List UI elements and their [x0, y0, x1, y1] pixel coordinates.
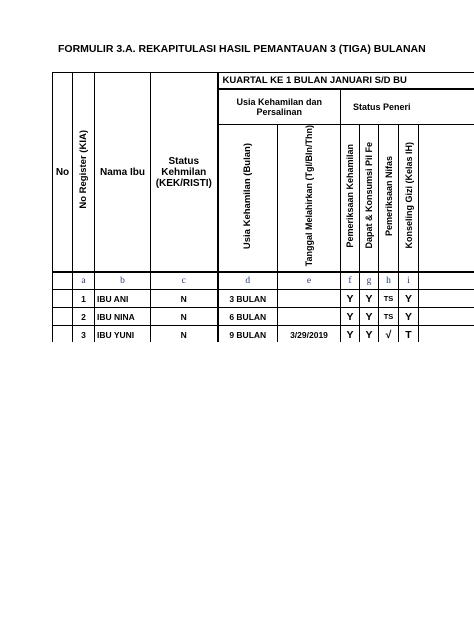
header-tanggal-melahirkan — [278, 125, 341, 273]
cell-nama: IBU YUNI — [95, 326, 151, 342]
cell-pil-fe: Y — [360, 290, 379, 308]
table-row — [53, 290, 474, 308]
header-konseling — [399, 125, 419, 273]
recap-table — [52, 72, 474, 342]
cell-konseling: Y — [399, 290, 419, 308]
cell-status: N — [151, 290, 218, 308]
cell-nifas: √ — [379, 326, 399, 342]
cell-nifas: TS — [379, 308, 399, 326]
letter-cell: b — [95, 272, 151, 290]
header-usia-kehamilan — [218, 125, 278, 273]
document-title: FORMULIR 3.A. REKAPITULASI HASIL PEMANTAUAN 3 (TIGA) BULANAN — [58, 43, 426, 55]
header-register-label: No Register (KIA) — [78, 130, 89, 209]
cell-usia: 9 BULAN — [218, 326, 278, 342]
letter-cell: a — [73, 272, 95, 290]
cell-overflow — [419, 308, 474, 326]
header-register — [73, 73, 95, 273]
header-konseling-label: Konseling Gizi (Kelas IH) — [403, 142, 414, 249]
cell-no — [53, 290, 73, 308]
cell-tanggal — [278, 290, 341, 308]
group-status-penerima: Status Peneri — [341, 89, 474, 125]
cell-register: 3 — [73, 326, 95, 342]
group-usia-kehamilan: Usia Kehamilan dan Persalinan — [218, 89, 341, 125]
header-pemeriksaan-kehamilan — [341, 125, 360, 273]
cell-overflow — [419, 290, 474, 308]
cell-pil-fe: Y — [360, 308, 379, 326]
cell-pil-fe: Y — [360, 326, 379, 342]
cell-usia: 6 BULAN — [218, 308, 278, 326]
letter-cell: f — [341, 272, 360, 290]
header-usia-kehamilan-label: Usia Kehamilan (Bulan) — [242, 142, 254, 249]
cell-nama: IBU ANI — [95, 290, 151, 308]
header-no: No — [53, 73, 73, 273]
cell-pemeriksaan-kehamilan: Y — [341, 326, 360, 342]
cell-usia: 3 BULAN — [218, 290, 278, 308]
letter-cell: i — [399, 272, 419, 290]
cell-tanggal — [278, 308, 341, 326]
cell-konseling: Y — [399, 308, 419, 326]
cell-status: N — [151, 326, 218, 342]
cell-register: 2 — [73, 308, 95, 326]
cell-konseling: T — [399, 326, 419, 342]
cell-nifas: TS — [379, 290, 399, 308]
header-nama: Nama Ibu — [95, 73, 151, 273]
header-status-kehamilan: Status Kehmilan (KEK/RISTI) — [151, 73, 218, 273]
cell-overflow — [419, 326, 474, 342]
header-overflow — [419, 125, 474, 273]
header-nifas-label: Pemeriksaan Nifas — [383, 155, 394, 236]
letter-cell-overflow — [419, 272, 474, 290]
cell-tanggal: 3/29/2019 — [278, 326, 341, 342]
cell-pemeriksaan-kehamilan: Y — [341, 308, 360, 326]
header-nifas — [379, 125, 399, 273]
letter-cell: d — [218, 272, 278, 290]
letter-cell-empty — [53, 272, 73, 290]
cell-no — [53, 308, 73, 326]
cell-no — [53, 326, 73, 342]
cell-nama: IBU NINA — [95, 308, 151, 326]
header-tanggal-label: Tanggal Melahirkan (Tgl/Bln/Thn) — [304, 125, 314, 267]
header-pil-fe-label: Dapat & Konsumsi Pil Fe — [364, 142, 374, 249]
quarter-header: KUARTAL KE 1 BULAN JANUARI S/D BU — [218, 73, 474, 89]
header-pemeriksaan-kehamilan-label: Pemeriksaan Kehamilan — [345, 143, 355, 248]
column-letter-row — [53, 272, 474, 290]
letter-cell: g — [360, 272, 379, 290]
letter-cell: e — [278, 272, 341, 290]
letter-cell: c — [151, 272, 218, 290]
recap-table-sheet — [52, 72, 474, 342]
cell-register: 1 — [73, 290, 95, 308]
table-row — [53, 308, 474, 326]
letter-cell: h — [379, 272, 399, 290]
cell-pemeriksaan-kehamilan: Y — [341, 290, 360, 308]
table-row — [53, 326, 474, 342]
cell-status: N — [151, 308, 218, 326]
header-pil-fe — [360, 125, 379, 273]
